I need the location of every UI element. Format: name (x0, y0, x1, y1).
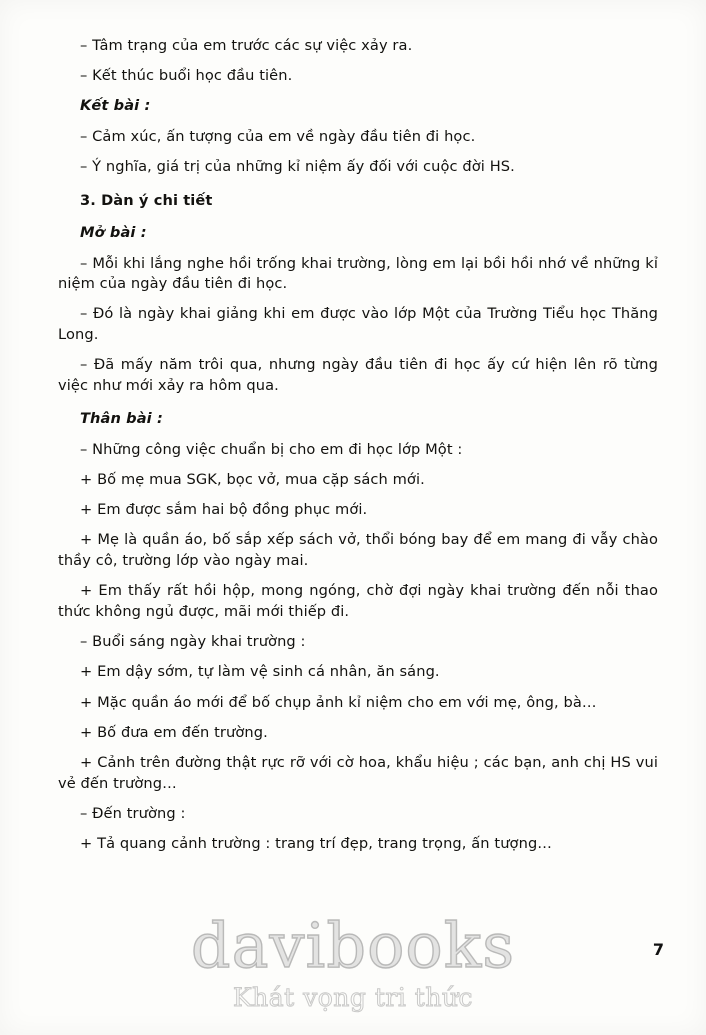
text-line: + Bố đưa em đến trường. (80, 723, 268, 741)
text-line: – Ý nghĩa, giá trị của những kỉ niệm ấy đối với cuộc đời HS. (80, 158, 515, 176)
text-paragraph: + Em thấy rất hồi hộp, mong ngóng, chờ đợi ngày khai trường đến nỗi thao thức không ngủ được, mãi mới thiếp đi. (58, 582, 658, 620)
section-heading: 3. Dàn ý chi tiết (80, 192, 213, 210)
text-paragraph: – Đó là ngày khai giảng khi em được vào lớp Một của Trường Tiểu học Thăng Long. (58, 305, 658, 344)
document-body (58, 36, 658, 864)
text-line: + Bố mẹ mua SGK, bọc vở, mua cặp sách mới. (80, 470, 425, 488)
text-line: – Tâm trạng của em trước các sự việc xảy ra. (80, 37, 413, 54)
text-line: – Cảm xúc, ấn tượng của em về ngày đầu tiên đi học. (80, 128, 476, 146)
text-line: + Em dậy sớm, tự làm vệ sinh cá nhân, ăn sáng. (80, 663, 440, 681)
watermark (0, 909, 706, 1012)
text-line: + Em được sắm hai bộ đồng phục mới. (80, 501, 368, 518)
text-paragraph: – Đã mấy năm trôi qua, nhưng ngày đầu tiên đi học ấy cứ hiện lên rõ từng việc như mới xảy ra hôm qua. (58, 356, 658, 395)
text-line: – Buổi sáng ngày khai trường : (80, 633, 306, 651)
watermark-title: davibooks (190, 909, 516, 982)
text-paragraph: + Mẹ là quần áo, bố sắp xếp sách vở, thổi bóng bay để em mang đi vẫy chào thầy cô, trường lớp vào ngày mai. (58, 531, 658, 569)
section-subheading: Thân bài : (80, 409, 163, 427)
text-line: – Những công việc chuẩn bị cho em đi học lớp Một : (80, 440, 463, 458)
text-line: + Tả quang cảnh trường : trang trí đẹp, trang trọng, ấn tượng… (80, 835, 552, 853)
text-line: + Mặc quần áo mới để bố chụp ảnh kỉ niệm cho em với mẹ, ông, bà… (80, 693, 597, 711)
section-subheading: Kết bài : (80, 97, 151, 115)
text-line: – Đến trường : (80, 804, 186, 822)
section-subheading: Mở bài : (80, 223, 147, 241)
page-number: 7 (652, 940, 664, 959)
text-paragraph: – Mỗi khi lắng nghe hồi trống khai trường, lòng em lại bồi hồi nhớ về những kỉ niệm của ngày đầu tiên đi học. (58, 254, 658, 293)
text-line: – Kết thúc buổi học đầu tiên. (80, 67, 293, 85)
watermark-subtitle: Khát vọng tri thức (232, 983, 474, 1012)
text-paragraph: + Cảnh trên đường thật rực rỡ với cờ hoa, khẩu hiệu ; các bạn, anh chị HS vui vẻ đến trường… (58, 753, 658, 792)
